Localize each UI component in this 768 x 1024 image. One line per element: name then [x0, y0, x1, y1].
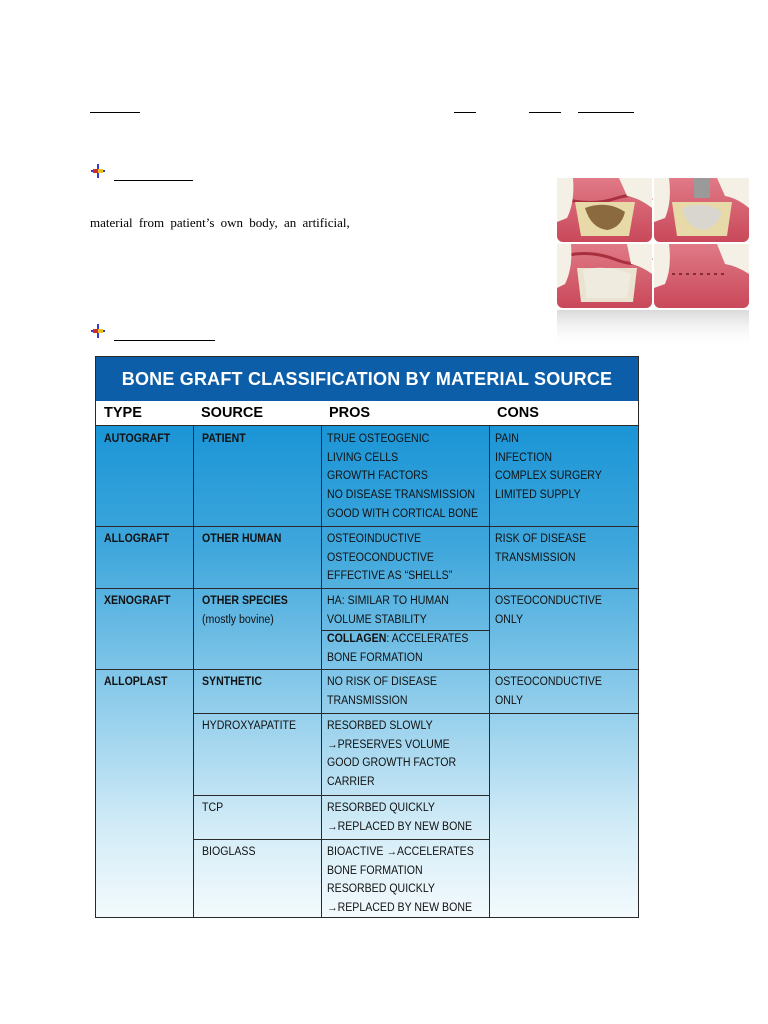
bone-graft-illustration [557, 178, 749, 348]
pros-line: OSTEOINDUCTIVE [327, 533, 422, 545]
cons-line: ONLY [495, 613, 524, 626]
cons-line: RISK OF DISEASE [495, 533, 587, 545]
pros-line: HA: SIMILAR TO HUMAN [327, 595, 449, 607]
pros-line: LIVING CELLS [327, 451, 399, 464]
bioglass-source: BIOGLASS [202, 846, 256, 858]
pros-line: NO DISEASE TRANSMISSION [327, 489, 475, 502]
header-source: SOURCE [201, 405, 264, 421]
pros-line: RESORBED QUICKLY [327, 883, 435, 896]
pros-line: RESORBED QUICKLY [327, 802, 435, 814]
pros-line: GROWTH FACTORS [327, 470, 428, 483]
pros-line: GOOD WITH CORTICAL BONE [327, 507, 479, 520]
table-title: BONE GRAFT CLASSIFICATION BY MATERIAL SOURCE [96, 357, 638, 401]
cons-line: TRANSMISSION [495, 551, 576, 564]
cons-line: ONLY [495, 694, 524, 707]
header-type: TYPE [104, 405, 142, 421]
row-divider [96, 588, 638, 589]
pros-line: RESORBED SLOWLY [327, 720, 433, 732]
allograft-pros [327, 530, 452, 586]
allograft-type: ALLOGRAFT [104, 533, 170, 545]
source-line: OTHER SPECIES [202, 595, 288, 607]
pros-line: →PRESERVES VOLUME [327, 738, 450, 751]
row-divider [193, 713, 638, 714]
column-divider [321, 426, 322, 917]
intro-text: material from patient’s own body, an artificial, [90, 215, 350, 230]
column-divider [193, 426, 194, 917]
autograft-source: PATIENT [202, 433, 246, 445]
xenograft-source [202, 592, 288, 629]
bone-graft-table [95, 356, 639, 918]
column-divider [489, 426, 490, 917]
bioglass-pros [327, 843, 474, 918]
xenograft-cons [495, 592, 602, 629]
pros-line: EFFECTIVE AS “SHELLS” [327, 570, 453, 583]
cons-line: PAIN [495, 433, 519, 445]
table-header-row [96, 401, 638, 426]
source-note: (mostly bovine) [202, 613, 274, 626]
autograft-pros [327, 430, 478, 524]
pros-line: BIOACTIVE →ACCELERATES [327, 846, 474, 858]
hydroxyapatite-pros [327, 717, 456, 792]
cons-line: OSTEOCONDUCTIVE [495, 676, 602, 688]
autograft-cons [495, 430, 602, 505]
pros-line: TRUE OSTEOGENIC [327, 433, 430, 445]
autograft-type: AUTOGRAFT [104, 433, 171, 445]
pros-line: NO RISK OF DISEASE [327, 676, 437, 688]
heading-underline-1 [114, 180, 193, 181]
pros-line: →REPLACED BY NEW BONE [327, 820, 473, 833]
collagen-label: COLLAGEN [327, 633, 387, 645]
tcp-pros [327, 799, 472, 836]
alloplast-type: ALLOPLAST [104, 676, 168, 688]
allograft-source: OTHER HUMAN [202, 533, 282, 545]
cons-line: LIMITED SUPPLY [495, 489, 581, 502]
header-cons: CONS [497, 405, 539, 421]
allograft-cons [495, 530, 586, 567]
synthetic-source: SYNTHETIC [202, 676, 262, 688]
synthetic-pros [327, 673, 437, 710]
xenograft-type: XENOGRAFT [104, 595, 171, 607]
tcp-source: TCP [202, 802, 224, 814]
redacted-text-4 [578, 112, 634, 113]
bullet-icon [91, 164, 105, 178]
xenograft-pros-collagen [327, 630, 468, 667]
synthetic-cons [495, 673, 602, 710]
header-pros: PROS [329, 405, 371, 421]
cons-line: COMPLEX SURGERY [495, 470, 602, 483]
table-body [96, 426, 638, 917]
redacted-text-2 [454, 112, 476, 113]
pros-line: BONE FORMATION [327, 864, 423, 877]
row-divider [96, 669, 638, 670]
bullet-icon [91, 324, 105, 338]
collagen-rest: : ACCELERATES [386, 633, 469, 645]
pros-line: BONE FORMATION [327, 651, 423, 664]
pros-line: VOLUME STABILITY [327, 613, 427, 626]
row-divider [193, 839, 489, 840]
hydroxyapatite-source: HYDROXYAPATITE [202, 720, 297, 732]
heading-underline-2 [114, 340, 215, 341]
redacted-text-1 [90, 112, 140, 113]
pros-line: GOOD GROWTH FACTOR [327, 757, 457, 770]
redacted-text-3 [529, 112, 561, 113]
pros-line [327, 630, 468, 649]
xenograft-pros-ha [327, 592, 449, 629]
pros-line: →REPLACED BY NEW BONE [327, 902, 473, 915]
cons-line: INFECTION [495, 451, 553, 464]
cons-line: OSTEOCONDUCTIVE [495, 595, 602, 607]
row-divider [96, 526, 638, 527]
pros-line: CARRIER [327, 776, 375, 789]
pros-line: OSTEOCONDUCTIVE [327, 551, 434, 564]
row-divider [193, 795, 489, 796]
pros-line: TRANSMISSION [327, 694, 408, 707]
